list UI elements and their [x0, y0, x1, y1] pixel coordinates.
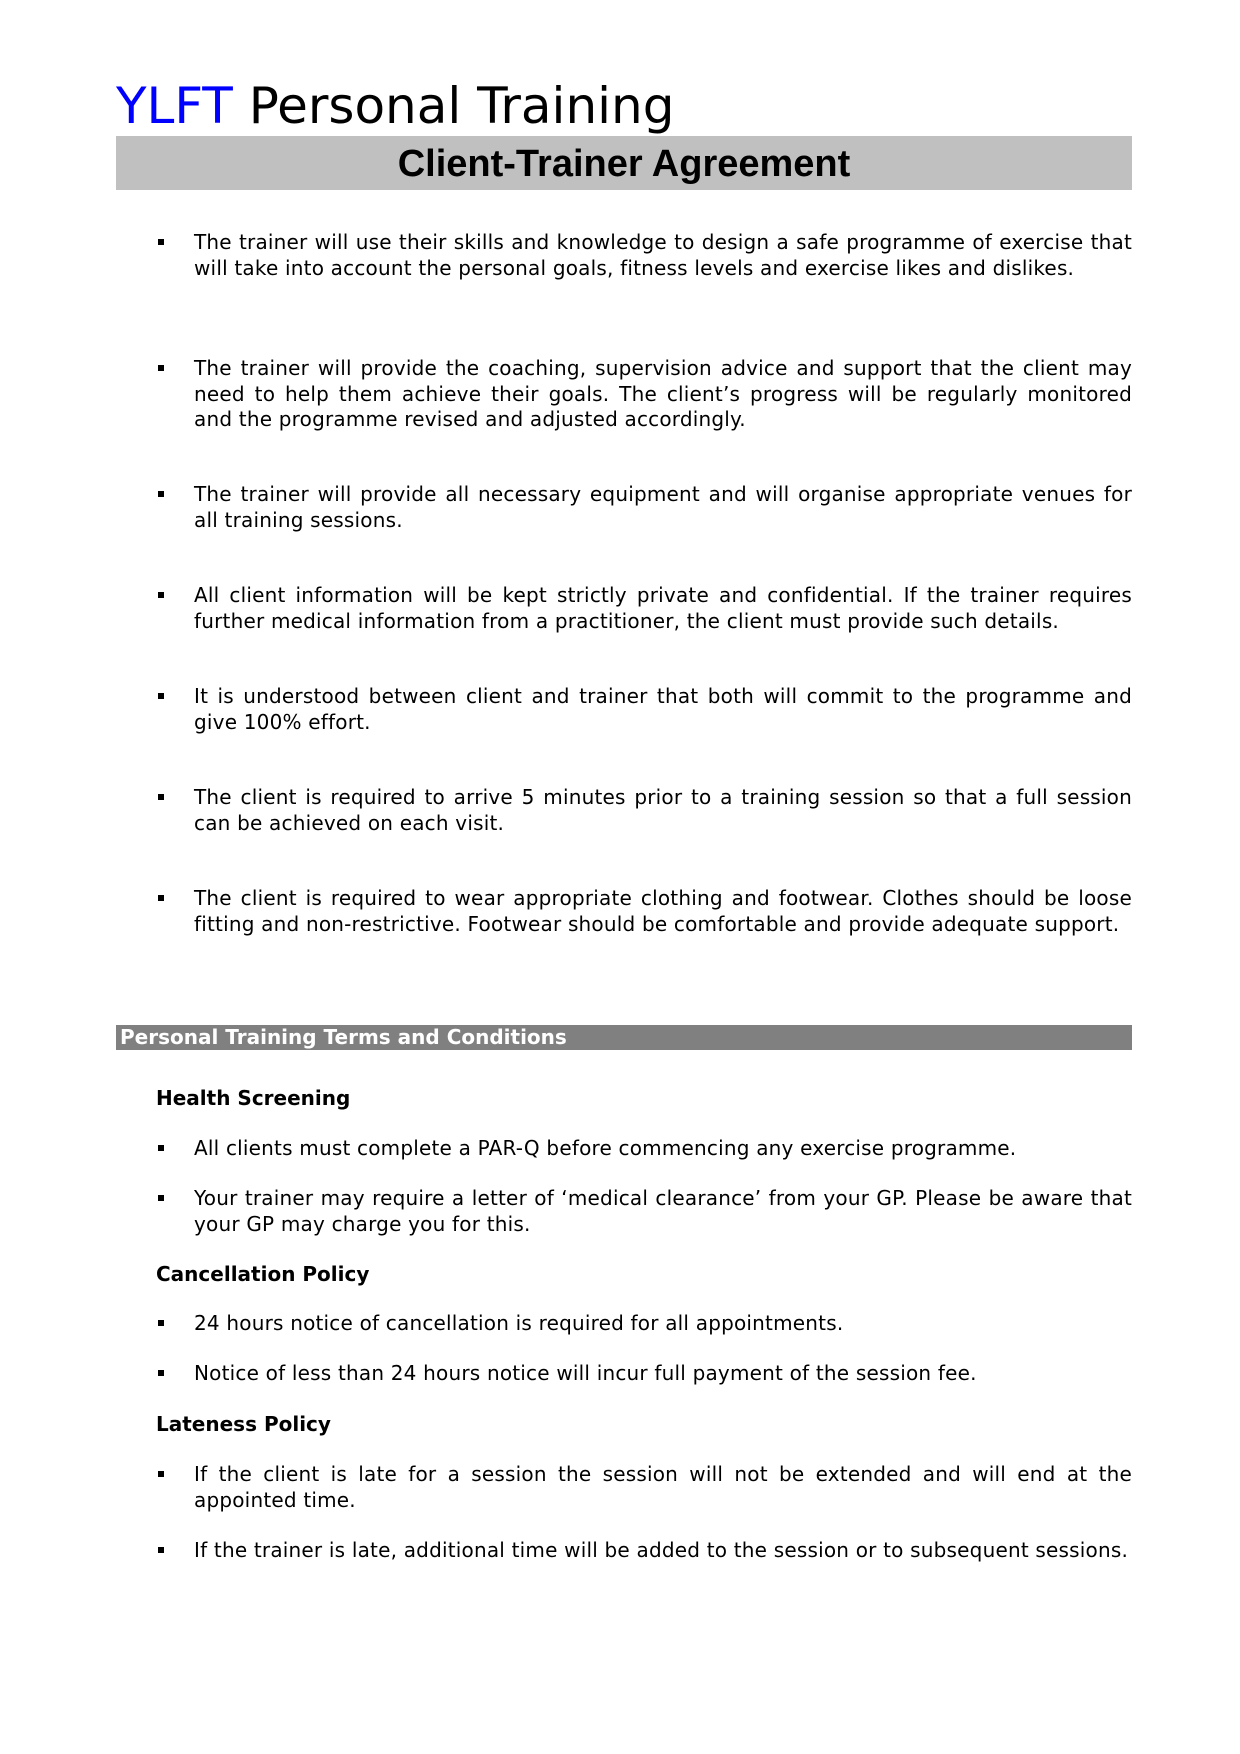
square-bullet-icon [158, 1195, 164, 1201]
square-bullet-icon [158, 895, 164, 901]
document-title [116, 78, 674, 134]
agreement-item-text: The client is required to wear appropriate clothing and footwear. Clothes should be loose fitting and non-restrictive. Footwear should be comfortable and provide adequate support. [194, 886, 1132, 936]
cancellation-policy-heading: Cancellation Policy [156, 1262, 370, 1286]
square-bullet-icon [158, 1145, 164, 1151]
lateness-policy-heading: Lateness Policy [156, 1412, 331, 1436]
health-item-text: Your trainer may require a letter of ‘medical clearance’ from your GP. Please be aware that your GP may charge you for this. [194, 1186, 1132, 1236]
health-screening-heading: Health Screening [156, 1086, 351, 1110]
terms-section-header [116, 1025, 1132, 1050]
lateness-item-text: If the trainer is late, additional time will be added to the session or to subsequent sessions. [194, 1538, 1129, 1562]
square-bullet-icon [158, 491, 164, 497]
agreement-item-text: The trainer will provide all necessary equipment and will organise appropriate venues for all training sessions. [194, 482, 1132, 532]
document-subtitle: Client-Trainer Agreement [397, 143, 851, 185]
square-bullet-icon [158, 1370, 164, 1376]
lateness-item-text: If the client is late for a session the session will not be extended and will end at the appointed time. [194, 1462, 1132, 1512]
agreement-item-text: The trainer will provide the coaching, supervision advice and support that the client may need to help them achieve their goals. The client’s progress will be regularly monitored and the programme revised and adjusted accordingly. [194, 356, 1132, 431]
square-bullet-icon [158, 1547, 164, 1553]
agreement-item-text: All client information will be kept strictly private and confidential. If the trainer requires further medical information from a practitioner, the client must provide such details. [194, 583, 1132, 633]
square-bullet-icon [158, 1320, 164, 1326]
title-text: Personal Training [232, 77, 675, 135]
brand-name: YLFT [116, 77, 233, 135]
square-bullet-icon [158, 794, 164, 800]
agreement-item-text: The trainer will use their skills and knowledge to design a safe programme of exercise that will take into account the personal goals, fitness levels and exercise likes and dislikes. [194, 230, 1132, 280]
cancellation-item-text: 24 hours notice of cancellation is required for all appointments. [194, 1311, 844, 1335]
subtitle-band [116, 136, 1132, 190]
agreement-item-text: It is understood between client and trainer that both will commit to the programme and give 100% effort. [194, 684, 1132, 734]
terms-section-title: Personal Training Terms and Conditions [120, 1025, 567, 1049]
agreement-item-text: The client is required to arrive 5 minutes prior to a training session so that a full session can be achieved on each visit. [194, 785, 1132, 835]
square-bullet-icon [158, 693, 164, 699]
health-item-text: All clients must complete a PAR-Q before commencing any exercise programme. [194, 1136, 1017, 1160]
square-bullet-icon [158, 592, 164, 598]
cancellation-item-text: Notice of less than 24 hours notice will incur full payment of the session fee. [194, 1361, 977, 1385]
square-bullet-icon [158, 365, 164, 371]
square-bullet-icon [158, 1471, 164, 1477]
square-bullet-icon [158, 239, 164, 245]
